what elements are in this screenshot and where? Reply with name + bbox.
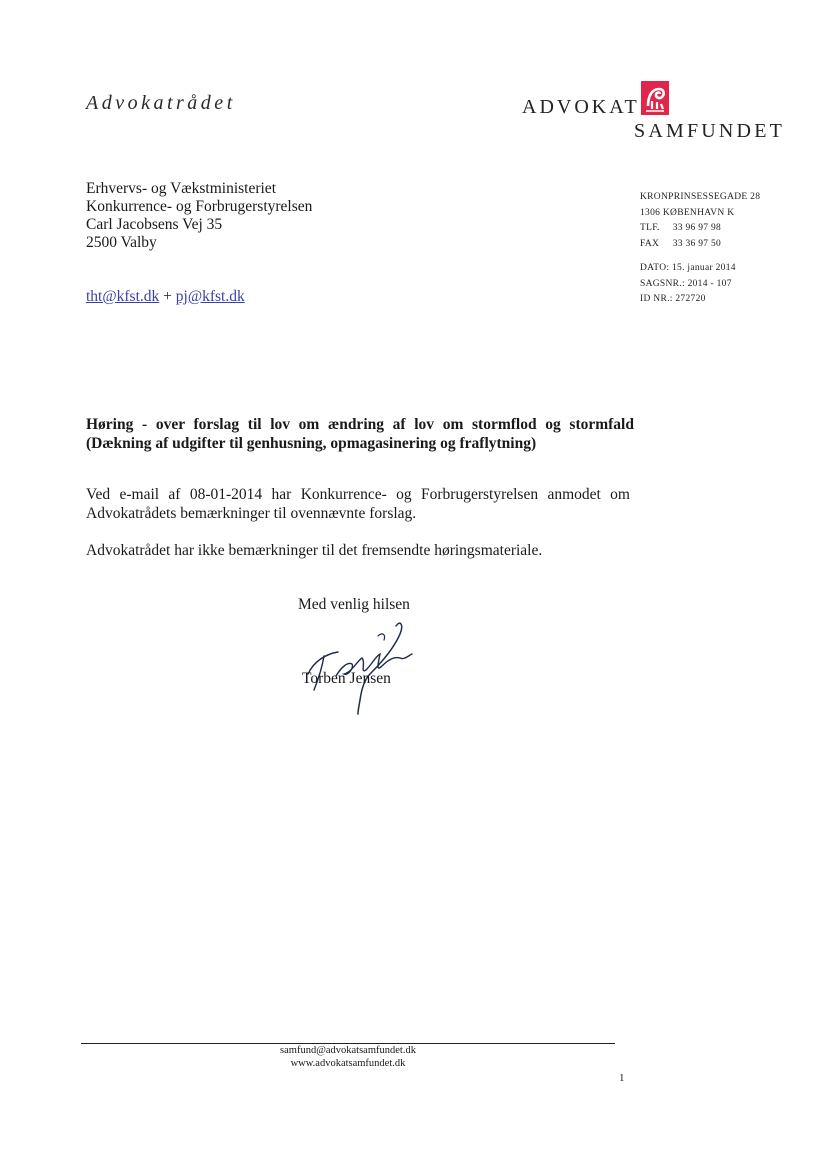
body-paragraph-2: Advokatrådet har ikke bemærkninger til det fremsendte høringsmateriale. [86,542,543,559]
org-name: Advokatrådet [86,92,236,114]
recipient-line: Carl Jacobsens Vej 35 [86,216,223,233]
letter-date: DATO: 15. januar 2014 [640,263,736,273]
signer-name: Torben Jensen [302,670,391,687]
email-link-pj[interactable]: pj@kfst.dk [175,288,245,305]
phone-label: TLF. [640,223,660,233]
recipient-line: Erhvervs- og Vækstministeriet [86,180,276,197]
letter-subject [86,415,634,453]
body-p1-line-1: Ved e-mail af 08-01-2014 har Konkurrence- og Forbrugerstyrelsen anmodet om [86,486,630,503]
sender-city: 1306 KØBENHAVN K [640,207,735,218]
recipient-line: 2500 Valby [86,234,157,251]
footer [81,1044,615,1070]
recipient-line: Konkurrence- og Forbrugerstyrelsen [86,198,313,215]
email-link-tht[interactable]: tht@kfst.dk [86,288,160,305]
logo-text-samfundet: SAMFUNDET [634,120,786,142]
case-number: SAGSNR.: 2014 - 107 [640,278,732,289]
id-number: ID NR.: 272720 [640,294,706,304]
logo-emblem-icon [640,80,670,116]
footer-email[interactable]: samfund@advokatsamfundet.dk [280,1045,416,1056]
subject-line-1: Høring - over forslag til lov om ændring af lov om stormflod og stormfald [86,416,634,433]
sender-phone [640,221,760,237]
page-number: 1 [619,1072,625,1084]
closing-greeting: Med venlig hilsen [298,596,410,613]
logo-text-advokat: ADVOKAT [522,96,640,118]
fax-number: 33 36 97 50 [672,238,722,249]
body-p1-line-2: Advokatrådets bemærkninger til ovennævnte forslag. [86,505,417,522]
handwritten-signature [296,616,426,716]
body-paragraph-1 [86,485,630,523]
phone-number: 33 96 97 98 [672,223,722,233]
sender-info [640,190,760,308]
email-separator: + [163,288,172,305]
subject-line-2: (Dækning af udgifter til genhusning, opmagasinering og fraflytning) [86,435,537,452]
recipient-emails [86,288,245,306]
sender-street: KRONPRINSESSEGADE 28 [640,192,761,202]
footer-website[interactable]: www.advokatsamfundet.dk [290,1058,406,1069]
advokatsamfundet-logo [522,80,786,142]
sender-fax [640,237,760,253]
recipient-address [86,180,312,252]
fax-label: FAX [640,238,660,249]
